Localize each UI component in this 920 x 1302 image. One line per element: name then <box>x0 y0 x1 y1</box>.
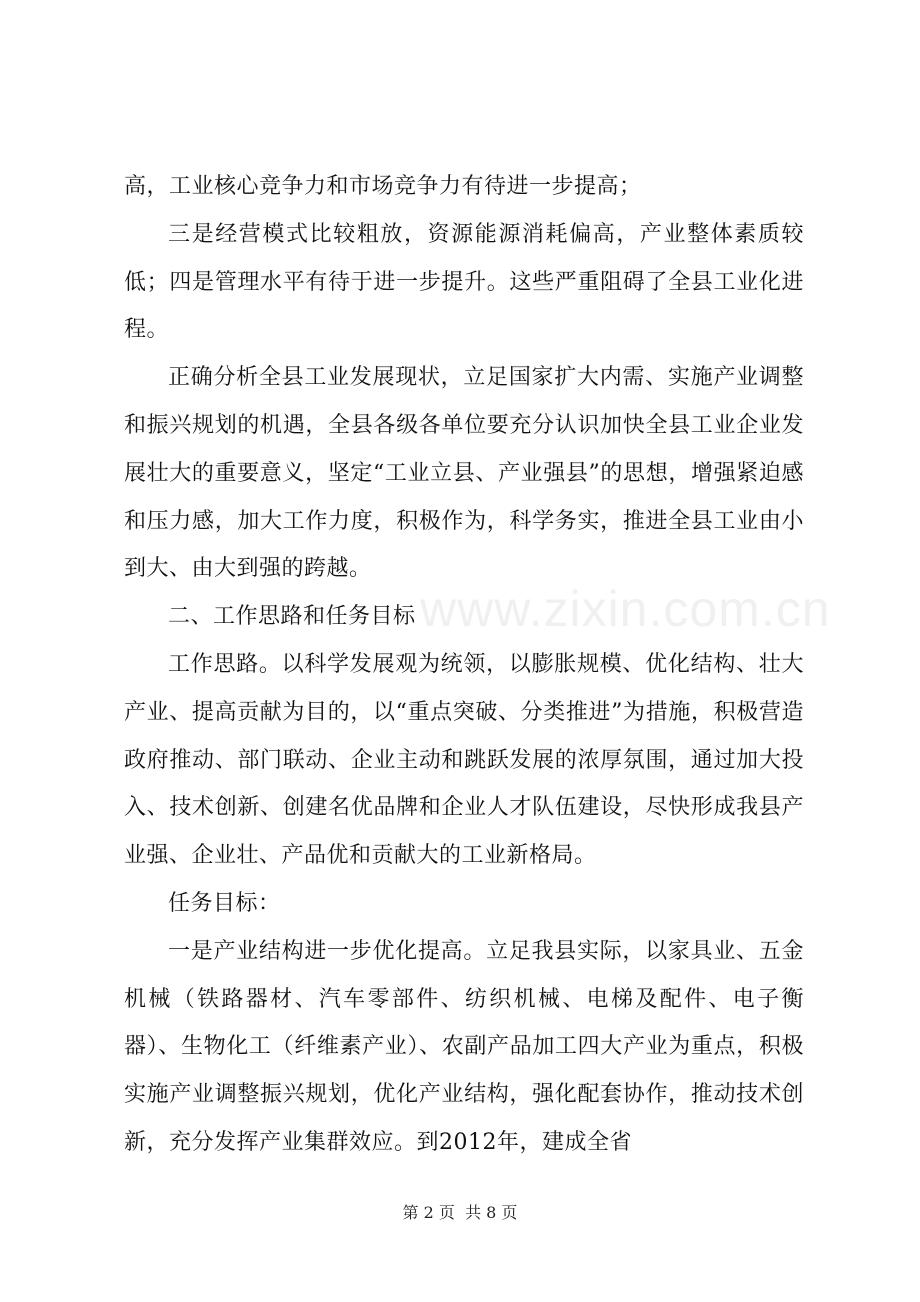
paragraph-goal-one: 一是产业结构进一步优化提高。立足我县实际，以家具业、五金机械（铁路器材、汽车零部件、纺织机械、电梯及配件、电子衡器）、生物化工（纤维素产业）、农副产品加工四大产业为重点，积极实施产业调整振兴规划，优化产业结构，强化配套协作，推动技术创新，充分发挥产业集群效应。到2012年，建成全省 <box>124 938 804 1155</box>
paragraph-3: 正确分析全县工业发展现状，立足国家扩大内需、实施产业调整和振兴规划的机遇，全县各级各单位要充分认识加快全县工业企业发展壮大的重要意义，坚定“工业立县、产业强县”的思想，增强紧迫感和压力感，加大工作力度，积极作为，科学务实，推进全县工业由小到大、由大到强的跨越。 <box>124 365 804 582</box>
document-body <box>124 163 804 1167</box>
paragraph-task-goals-label: 任务目标： <box>168 890 281 916</box>
watermark: www.zixin.com.cn <box>420 581 831 637</box>
paragraph-work-approach: 工作思路。以科学发展观为统领，以膨胀规模、优化结构、壮大产业、提高贡献为目的，以“重点突破、分类推进”为措施，积极营造政府推动、部门联动、企业主动和跳跃发展的浓厚氛围，通过加大投入、技术创新、创建名优品牌和企业人才队伍建设，尽快形成我县产业强、企业壮、产品优和贡献大的工业新格局。 <box>124 651 804 869</box>
section-heading: 二、工作思路和任务目标 <box>168 604 416 630</box>
page-footer <box>0 1200 920 1223</box>
paragraph-1: 高，工业核心竞争力和市场竞争力有待进一步提高； <box>124 174 642 199</box>
paragraph-2: 三是经营模式比较粗放，资源能源消耗偏高，产业整体素质较低；四是管理水平有待于进一步提升。这些严重阻碍了全县工业化进程。 <box>124 221 804 343</box>
page-number: 第 2 页 共 8 页 <box>402 1203 518 1222</box>
